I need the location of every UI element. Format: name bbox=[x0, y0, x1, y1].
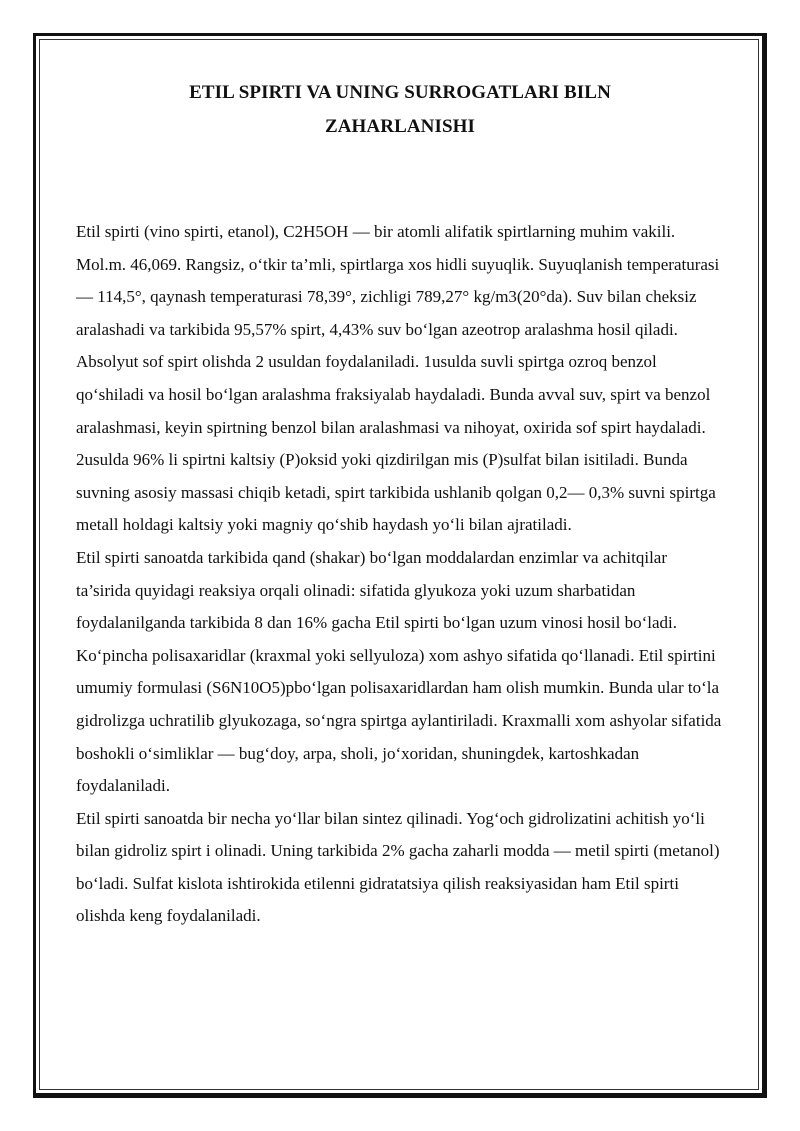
document-title bbox=[76, 76, 724, 144]
document-body bbox=[76, 216, 724, 933]
paragraph-2: Etil spirti sanoatda tarkibida qand (shakar) bo‘lgan moddalardan enzimlar va achitqilar ta’sirida quyidagi reaksiya orqali olinadi: sifatida glyukoza yoki uzum sharbatidan foydalanilganda tarkibida 8 dan 16% gacha Etil spirti bo‘lgan uzum vinosi hosil bo‘ladi. Ko‘pincha polisaxaridlar (kraxmal yoki sellyuloza) xom ashyo sifatida qo‘llanadi. Etil spirtini umumiy formulasi (S6N10O5)pbo‘lgan polisaxaridlardan ham olish mumkin. Bunda ular to‘la gidrolizga uchratilib glyukozaga, so‘ngra spirtga aylantiriladi. Kraxmalli xom ashyolar sifatida boshokli o‘simliklar — bug‘doy, arpa, sholi, jo‘xoridan, shuningdek, kartoshkadan foydalaniladi. bbox=[76, 547, 722, 796]
title-line-2: ZAHARLANISHI bbox=[324, 116, 476, 137]
title-line-1: ETIL SPIRTI VA UNING SURROGATLARI BILN bbox=[189, 82, 611, 103]
paragraph-3: Etil spirti sanoatda bir necha yo‘llar bilan sintez qilinadi. Yog‘och gidrolizatini achitish yo‘li bilan gidroliz spirt i olinadi. Uning tarkibida 2% gacha zaharli modda — metil spirti (metanol) bo‘ladi. Sulfat kislota ishtirokida etilenni gidratatsiya qilish reaksiyasidan ham Etil spirti olishda keng foydalaniladi. bbox=[76, 808, 720, 926]
paragraph-1: Etil spirti (vino spirti, etanol), C2H5OH — bir atomli alifatik spirtlarning muhim vakili. Mol.m. 46,069. Rangsiz, o‘tkir ta’mli, spirtlarga xos hidli suyuqlik. Suyuqlanish temperaturasi — 114,5°, qaynash temperaturasi 78,39°, zichligi 789,27° kg/m3(20°da). Suv bilan cheksiz aralashadi va tarkibida 95,57% spirt, 4,43% suv bo‘lgan azeotrop aralashma hosil qiladi. Absolyut sof spirt olishda 2 usuldan foydalaniladi. 1usulda suvli spirtga ozroq benzol qo‘shiladi va hosil bo‘lgan aralashma fraksiyalab haydaladi. Bunda avval suv, spirt va benzol aralashmasi, keyin spirtning benzol bilan aralashmasi va nihoyat, oxirida sof spirt haydaladi. 2usulda 96% li spirtni kaltsiy (P)oksid yoki qizdirilgan mis (P)sulfat bilan isitiladi. Bunda suvning asosiy massasi chiqib ketadi, spirt tarkibida ushlanib qolgan 0,2— 0,3% suvni spirtga metall holdagi kaltsiy yoki magniy qo‘shib haydash yo‘li bilan ajratiladi. bbox=[76, 222, 720, 535]
